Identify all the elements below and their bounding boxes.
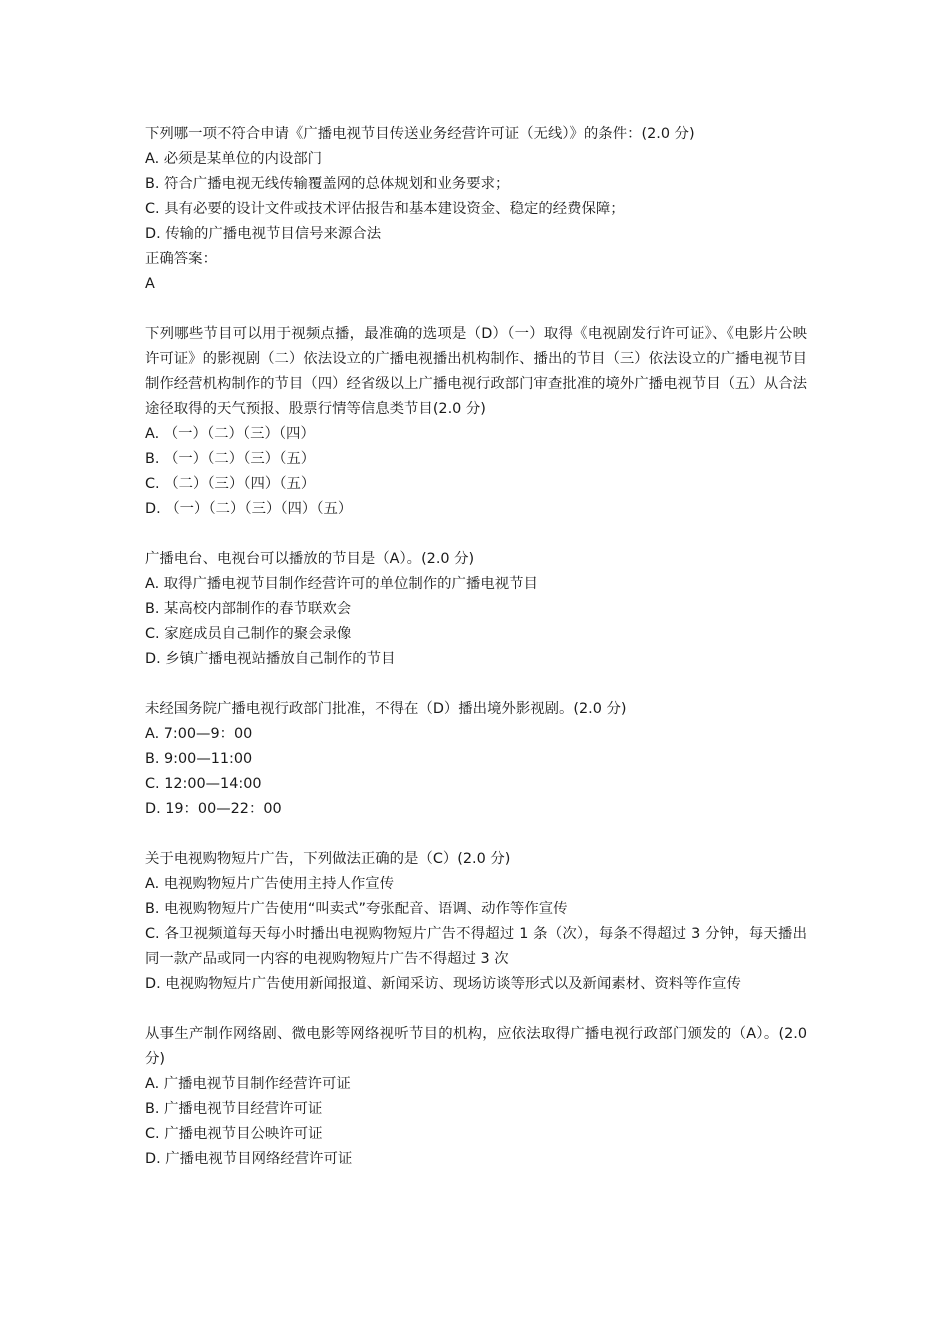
question-4 bbox=[145, 697, 807, 822]
option-b: B. 电视购物短片广告使用“叫卖式”夸张配音、语调、动作等作宣传 bbox=[145, 901, 568, 917]
option-c: C. （二）（三）（四）（五） bbox=[145, 476, 316, 492]
question-stem: 下列哪一项不符合申请《广播电视节目传送业务经营许可证（无线）》的条件：(2.0 分) bbox=[145, 126, 695, 142]
option-d: D. （一）（二）（三）（四）（五） bbox=[145, 501, 353, 517]
option-b: B. 某高校内部制作的春节联欢会 bbox=[145, 601, 352, 617]
option-a: A. 7:00—9：00 bbox=[145, 726, 253, 742]
option-a: A. 广播电视节目制作经营许可证 bbox=[145, 1076, 351, 1092]
question-5 bbox=[145, 847, 807, 997]
option-d: D. 乡镇广播电视站播放自己制作的节目 bbox=[145, 651, 396, 667]
option-d: D. 广播电视节目网络经营许可证 bbox=[145, 1151, 353, 1167]
option-d: D. 电视购物短片广告使用新闻报道、新闻采访、现场访谈等形式以及新闻素材、资料等作宣传 bbox=[145, 976, 741, 992]
question-stem: 未经国务院广播电视行政部门批准，不得在（D）播出境外影视剧。(2.0 分) bbox=[145, 701, 627, 717]
option-a: A. （一）（二）（三）（四） bbox=[145, 426, 315, 442]
option-b: B. 广播电视节目经营许可证 bbox=[145, 1101, 323, 1117]
question-stem: 关于电视购物短片广告，下列做法正确的是（C）(2.0 分) bbox=[145, 851, 511, 867]
option-a: A. 取得广播电视节目制作经营许可的单位制作的广播电视节目 bbox=[145, 576, 538, 592]
option-c: C. 12:00—14:00 bbox=[145, 776, 262, 792]
document-page bbox=[145, 122, 812, 1197]
option-c: C. 广播电视节目公映许可证 bbox=[145, 1126, 323, 1142]
question-stem: 下列哪些节目可以用于视频点播，最准确的选项是（D）（一）取得《电视剧发行许可证》、《电影片公映许可证》的影视剧（二）依法设立的广播电视播出机构制作、播出的节目（三）依法设立的广播电视节目制作经营机构制作的节目（四）经省级以上广播电视行政部门审查批准的境外广播电视节目（五）从合法途径取得的天气预报、股票行情等信息类节目(2.0 分) bbox=[145, 326, 807, 417]
question-stem: 广播电台、电视台可以播放的节目是（A）。(2.0 分) bbox=[145, 551, 475, 567]
option-a: A. 必须是某单位的内设部门 bbox=[145, 151, 323, 167]
answer-value: A bbox=[145, 276, 155, 292]
question-2 bbox=[145, 322, 807, 522]
option-b: B. 符合广播电视无线传输覆盖网的总体规划和业务要求； bbox=[145, 176, 510, 192]
question-3 bbox=[145, 547, 807, 672]
option-b: B. （一）（二）（三）（五） bbox=[145, 451, 316, 467]
answer-label: 正确答案： bbox=[145, 251, 217, 267]
option-d: D. 19：00—22：00 bbox=[145, 801, 282, 817]
option-c: C. 家庭成员自己制作的聚会录像 bbox=[145, 626, 352, 642]
option-a: A. 电视购物短片广告使用主持人作宣传 bbox=[145, 876, 394, 892]
option-c: C. 各卫视频道每天每小时播出电视购物短片广告不得超过 1 条（次），每条不得超过 3 分钟，每天播出同一款产品或同一内容的电视购物短片广告不得超过 3 次 bbox=[145, 926, 807, 967]
question-1 bbox=[145, 122, 807, 297]
question-6 bbox=[145, 1022, 812, 1172]
option-b: B. 9:00—11:00 bbox=[145, 751, 253, 767]
option-d: D. 传输的广播电视节目信号来源合法 bbox=[145, 226, 382, 242]
question-stem: 从事生产制作网络剧、微电影等网络视听节目的机构，应依法取得广播电视行政部门颁发的（A）。(2.0 分) bbox=[145, 1026, 812, 1067]
option-c: C. 具有必要的设计文件或技术评估报告和基本建设资金、稳定的经费保障； bbox=[145, 201, 625, 217]
